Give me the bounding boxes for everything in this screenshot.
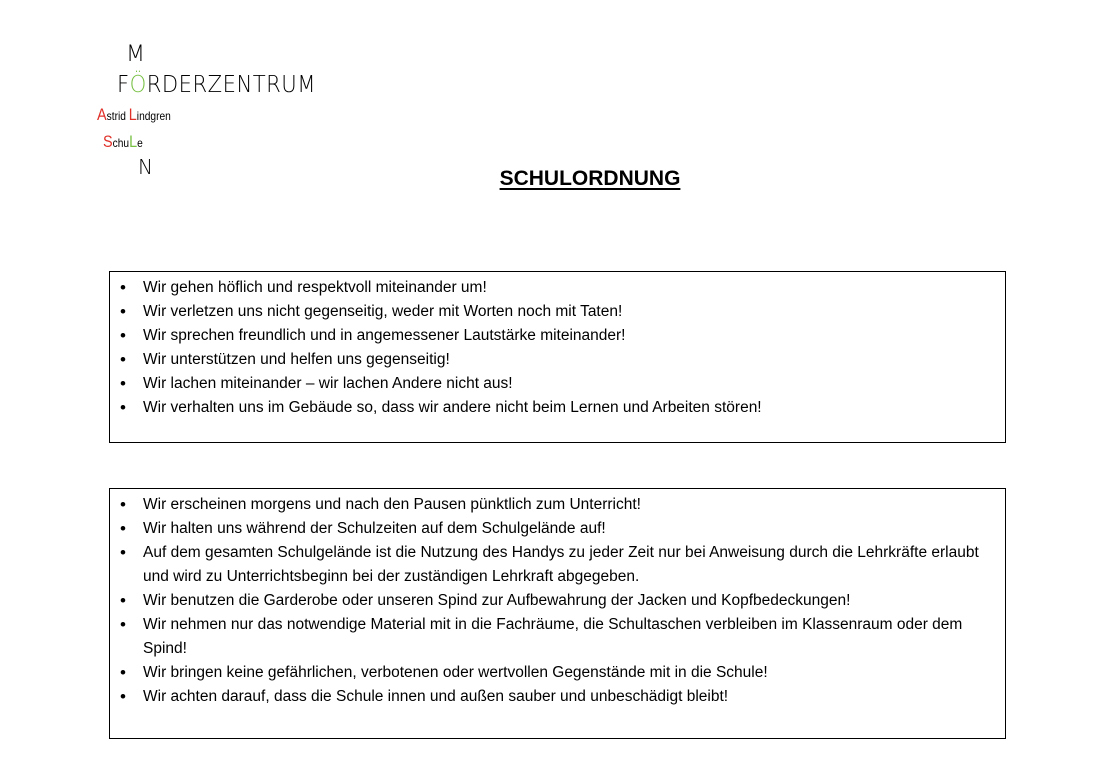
logo-letter-m: M [126, 42, 145, 67]
rules-list-2 [120, 493, 995, 709]
logo-schule: SchuLe [103, 132, 143, 151]
list-item: • Wir achten darauf, dass die Schule innen und außen sauber und unbeschädigt bleibt! [120, 685, 995, 709]
logo-letter-n: N [138, 155, 153, 179]
list-item: • Wir benutzen die Garderobe oder unseren Spind zur Aufbewahrung der Jacken und Kopfbedeckungen! [120, 589, 995, 613]
rules-box-1 [109, 271, 1006, 443]
page-title: SCHULORDNUNG [499, 167, 681, 190]
list-item: • Wir bringen keine gefährlichen, verbotenen oder wertvollen Gegenstände mit in die Schule! [120, 661, 995, 685]
list-item: • Wir nehmen nur das notwendige Material mit in die Fachräume, die Schultaschen verbleiben im Klassenraum oder dem Spind! [120, 613, 995, 661]
list-item: • Wir sprechen freundlich und in angemessener Lautstärke miteinander! [120, 324, 995, 348]
logo-foerderzentrum: FÖRDERZENTRUM [117, 72, 316, 98]
school-logo [95, 40, 355, 180]
rules-list-1 [120, 276, 995, 420]
logo-astrid-lindgren: Astrid Lindgren [97, 105, 171, 124]
list-item: • Auf dem gesamten Schulgelände ist die Nutzung des Handys zu jeder Zeit nur bei Anweisung durch die Lehrkräfte erlaubt und wird zu Unterrichtsbeginn bei der zuständigen Lehrkraft abgegeben. [120, 541, 995, 589]
rules-box-2 [109, 488, 1006, 739]
list-item: • Wir erscheinen morgens und nach den Pausen pünktlich zum Unterricht! [120, 493, 995, 517]
list-item: • Wir unterstützen und helfen uns gegenseitig! [120, 348, 995, 372]
list-item: • Wir halten uns während der Schulzeiten auf dem Schulgelände auf! [120, 517, 995, 541]
list-item: • Wir lachen miteinander – wir lachen Andere nicht aus! [120, 372, 995, 396]
list-item: • Wir verletzen uns nicht gegenseitig, weder mit Worten noch mit Taten! [120, 300, 995, 324]
list-item: • Wir gehen höflich und respektvoll miteinander um! [120, 276, 995, 300]
list-item: • Wir verhalten uns im Gebäude so, dass wir andere nicht beim Lernen und Arbeiten stören! [120, 396, 995, 420]
